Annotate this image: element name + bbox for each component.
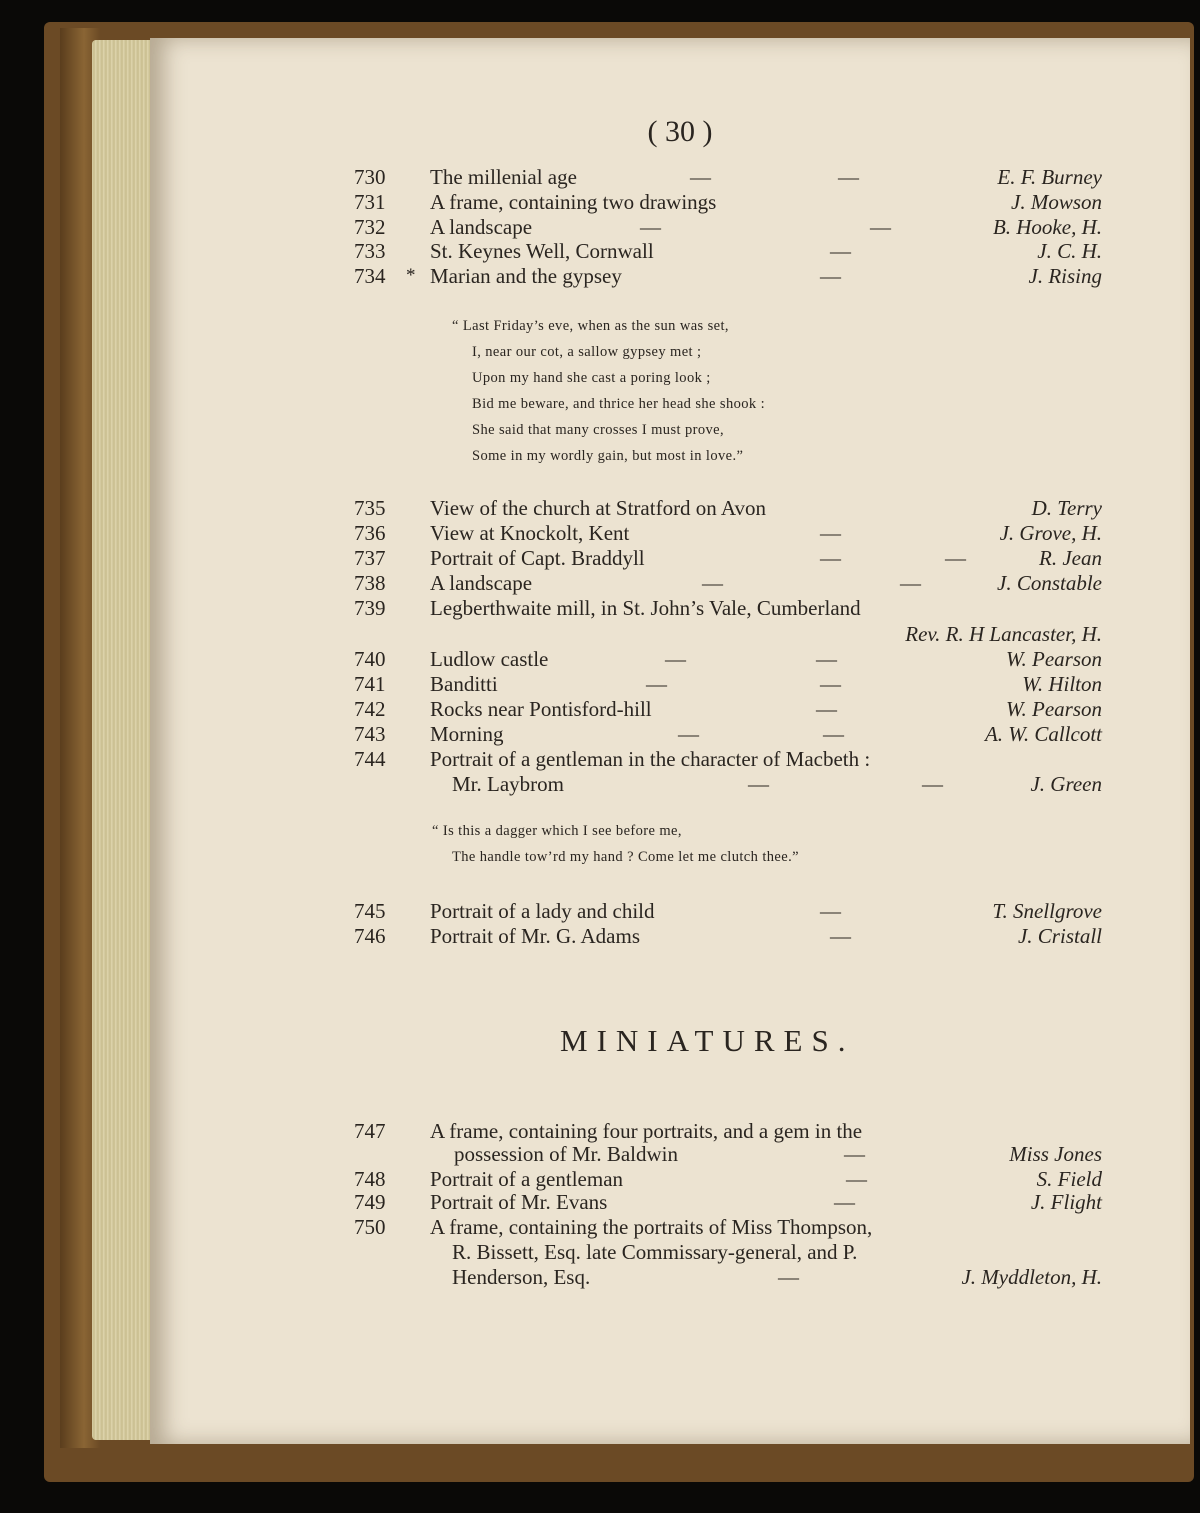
entry-number: 750 xyxy=(354,1215,386,1239)
entry-number: 744 xyxy=(354,747,386,771)
entry-title: Ludlow castle xyxy=(430,647,549,671)
entry-737 xyxy=(150,545,1190,571)
entry-title: Portrait of a gentleman xyxy=(430,1167,624,1191)
dash: — xyxy=(922,772,943,796)
dash: — xyxy=(846,1167,867,1191)
entry-number: 741 xyxy=(354,672,386,696)
entry-number: 745 xyxy=(354,899,386,923)
entry-number: 732 xyxy=(354,215,386,239)
dash: — xyxy=(778,1265,799,1289)
entry-number: 742 xyxy=(354,697,386,721)
dash: — xyxy=(945,546,966,570)
entry-738 xyxy=(150,570,1190,596)
entry-artist: W. Pearson xyxy=(1005,647,1102,671)
dash: — xyxy=(830,924,851,948)
entry-title-continued: Henderson, Esq. xyxy=(452,1265,591,1289)
entry-number: 731 xyxy=(354,190,386,214)
dash: — xyxy=(870,215,891,239)
entry-title: A landscape xyxy=(430,215,533,239)
entry-title-continued: R. Bissett, Esq. late Commissary-general, and P. xyxy=(452,1240,858,1264)
entry-730 xyxy=(150,164,1190,190)
verse-line: She said that many crosses I must prove, xyxy=(472,422,724,438)
entry-artist: J. Green xyxy=(1030,772,1102,796)
entry-artist: J. Mowson xyxy=(1011,190,1102,214)
entry-artist: Miss Jones xyxy=(1009,1142,1102,1166)
entry-artist: A. W. Callcott xyxy=(984,722,1102,746)
page-edges xyxy=(92,40,154,1440)
entry-number: 738 xyxy=(354,571,386,595)
entry-732 xyxy=(150,214,1190,240)
entry-740 xyxy=(150,646,1190,672)
verse-line: The handle tow’rd my hand ? Come let me clutch thee.” xyxy=(452,849,799,865)
entry-artist: J. Cristall xyxy=(1017,924,1102,948)
dash: — xyxy=(665,647,686,671)
verse-quote xyxy=(432,819,799,871)
dash: — xyxy=(820,672,841,696)
entry-title: St. Keynes Well, Cornwall xyxy=(430,239,654,263)
dash: — xyxy=(834,1190,855,1214)
dash: — xyxy=(820,546,841,570)
verse-line: Upon my hand she cast a poring look ; xyxy=(472,370,711,386)
entry-title: A landscape xyxy=(430,571,533,595)
verse-line: Bid me beware, and thrice her head she shook : xyxy=(472,396,766,412)
entry-artist: Rev. R. H Lancaster, H. xyxy=(905,622,1102,646)
dash: — xyxy=(830,239,851,263)
dash: — xyxy=(844,1142,865,1166)
entry-artist: J. Flight xyxy=(1030,1190,1102,1214)
entry-title: Morning xyxy=(430,722,504,746)
entry-artist: D. Terry xyxy=(1031,496,1102,520)
verse-line: “ Last Friday’s eve, when as the sun was set, xyxy=(452,318,729,334)
entry-number: 749 xyxy=(354,1190,386,1214)
entry-number: 734 xyxy=(354,264,386,288)
entry-artist: E. F. Burney xyxy=(997,165,1102,189)
dash: — xyxy=(816,697,837,721)
entry-733 xyxy=(150,238,1190,264)
entry-750 xyxy=(150,1214,1190,1240)
entry-marker: * xyxy=(406,265,416,286)
dash: — xyxy=(646,672,667,696)
entry-title: Portrait of Mr. G. Adams xyxy=(430,924,640,948)
entry-title: Portrait of a gentleman in the character of Macbeth : xyxy=(430,747,871,771)
dash: — xyxy=(900,571,921,595)
entry-artist: B. Hooke, H. xyxy=(992,215,1102,239)
entry-number: 730 xyxy=(354,165,386,189)
entry-number: 739 xyxy=(354,596,386,620)
entry-735 xyxy=(150,495,1190,521)
entry-number: 740 xyxy=(354,647,386,671)
dash: — xyxy=(820,899,841,923)
catalogue-page xyxy=(150,38,1190,1444)
dash: — xyxy=(816,647,837,671)
dash: — xyxy=(820,521,841,545)
entry-743 xyxy=(150,721,1190,747)
entry-731 xyxy=(150,189,1190,215)
entry-title: Portrait of a lady and child xyxy=(430,899,655,923)
entry-title-continued: possession of Mr. Baldwin xyxy=(454,1142,679,1166)
entry-744 xyxy=(150,746,1190,772)
entry-742 xyxy=(150,696,1190,722)
entry-artist: T. Snellgrove xyxy=(992,899,1102,923)
entry-title: Portrait of Capt. Braddyll xyxy=(430,546,645,570)
entry-title: Portrait of Mr. Evans xyxy=(430,1190,608,1214)
page-number: ( 30 ) xyxy=(647,115,713,148)
entry-artist: W. Hilton xyxy=(1022,672,1102,696)
entry-number: 736 xyxy=(354,521,386,545)
entry-title: The millenial age xyxy=(430,165,577,189)
entry-739-artist-line xyxy=(150,621,1190,647)
entry-number: 733 xyxy=(354,239,386,263)
entry-artist: R. Jean xyxy=(1039,546,1102,570)
dash: — xyxy=(690,165,711,189)
dash: — xyxy=(640,215,661,239)
entry-title: Legberthwaite mill, in St. John’s Vale, Cumberland xyxy=(430,596,861,620)
entry-750-continued xyxy=(150,1239,1190,1265)
dash: — xyxy=(823,722,844,746)
entry-artist: W. Pearson xyxy=(1005,697,1102,721)
entry-736 xyxy=(150,520,1190,546)
entry-747-continued xyxy=(150,1141,1190,1167)
dash: — xyxy=(702,571,723,595)
entry-artist: J. Constable xyxy=(997,571,1102,595)
entry-title: View of the church at Stratford on Avon xyxy=(430,496,767,520)
verse-quote xyxy=(452,314,765,470)
verse-line: Some in my wordly gain, but most in love.” xyxy=(472,448,744,464)
entry-title: A frame, containing the portraits of Miss Thompson, xyxy=(430,1215,873,1239)
verse-line: I, near our cot, a sallow gypsey met ; xyxy=(472,344,702,360)
dash: — xyxy=(820,264,841,288)
entry-739 xyxy=(150,595,1190,621)
entry-title: A frame, containing two drawings xyxy=(430,190,717,214)
verse-line: “ Is this a dagger which I see before me, xyxy=(432,823,682,839)
entry-number: 735 xyxy=(354,496,386,520)
entry-number: 747 xyxy=(354,1119,386,1143)
dash: — xyxy=(748,772,769,796)
dash: — xyxy=(678,722,699,746)
entry-745 xyxy=(150,898,1190,924)
entry-title: Rocks near Pontisford-hill xyxy=(430,697,652,721)
entry-741 xyxy=(150,671,1190,697)
entry-artist: J. Myddleton, H. xyxy=(961,1265,1102,1289)
entry-title-continued: Mr. Laybrom xyxy=(452,772,564,796)
entry-title: Banditti xyxy=(430,672,498,696)
entry-734 xyxy=(150,263,1190,289)
entry-title: Marian and the gypsey xyxy=(430,264,622,288)
section-heading: MINIATURES. xyxy=(560,1023,855,1058)
dash: — xyxy=(838,165,859,189)
entry-title: View at Knockolt, Kent xyxy=(430,521,630,545)
entry-artist: J. C. H. xyxy=(1037,239,1102,263)
entry-number: 746 xyxy=(354,924,386,948)
entry-artist: S. Field xyxy=(1036,1167,1102,1191)
entry-750-continued xyxy=(150,1264,1190,1290)
entry-746 xyxy=(150,923,1190,949)
entry-number: 748 xyxy=(354,1167,386,1191)
entry-artist: J. Rising xyxy=(1028,264,1102,288)
entry-744-continued xyxy=(150,771,1190,797)
entry-749 xyxy=(150,1189,1190,1215)
entry-artist: J. Grove, H. xyxy=(999,521,1102,545)
entry-number: 737 xyxy=(354,546,386,570)
entry-number: 743 xyxy=(354,722,386,746)
entry-title: A frame, containing four portraits, and a gem in the xyxy=(430,1119,863,1143)
